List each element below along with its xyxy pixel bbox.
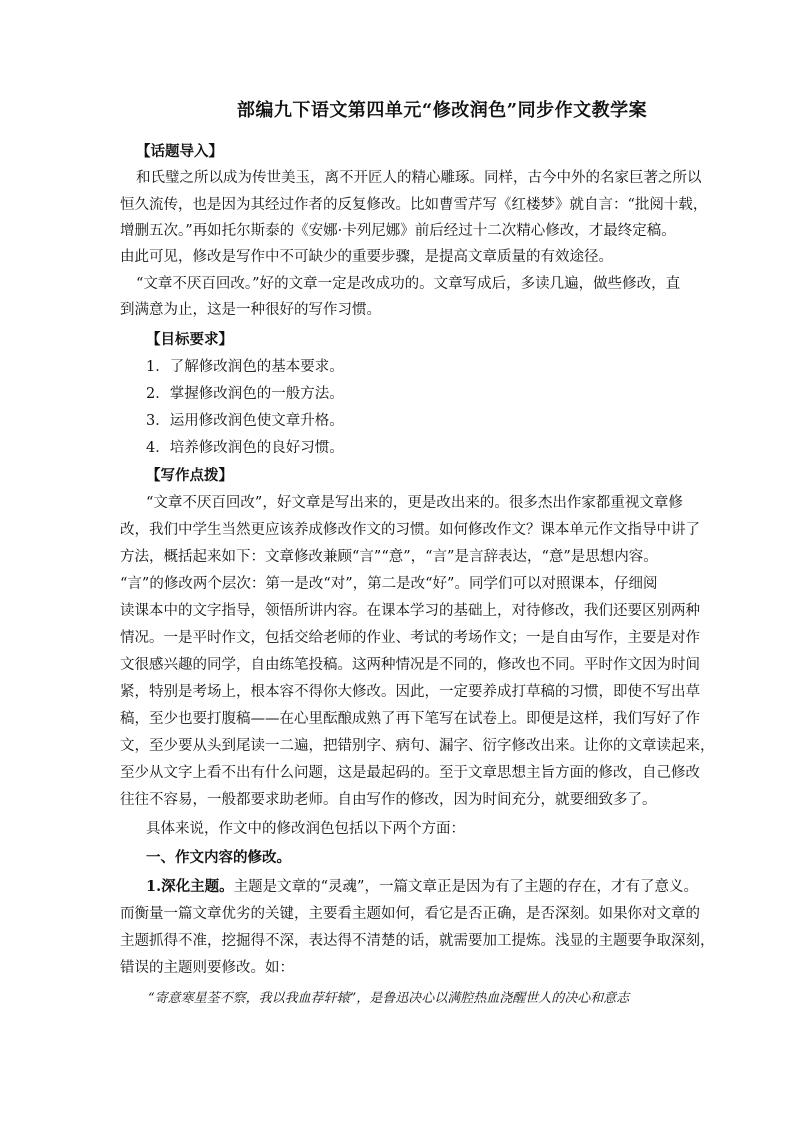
goal-item: 1．了解修改润色的基本要求。 bbox=[146, 359, 344, 375]
tips-line: 读课本中的文字指导，领悟所讲内容。在课本学习的基础上，对待修改，我们还要区别两种 bbox=[120, 603, 700, 619]
deepen-paragraph-first-line bbox=[146, 877, 698, 897]
intro-line: “文章不厌百回改。”好的文章一定是改成功的。文章写成后，多读几遍，做些修改，直 bbox=[136, 276, 681, 292]
tips-line: 紧，特别是考场上，根本容不得你大修改。因此，一定要养成打草稿的习惯，即使不写出草 bbox=[120, 684, 700, 700]
tips-line: 文，至少要从头到尾读一二遍，把错别字、病句、漏字、衍字修改出来。让你的文章读起来， bbox=[120, 738, 715, 754]
tips-line: 往往不容易，一般都要求助老师。自由写作的修改，因为时间充分，就要细致多了。 bbox=[120, 792, 657, 808]
intro-line: 和氏璧之所以成为传世美玉，离不开匠人的精心雕琢。同样，古今中外的名家巨著之所以 bbox=[136, 170, 702, 186]
document-title: 部编九下语文第四单元“修改润色”同步作文教学案 bbox=[236, 100, 648, 121]
tips-line: “言”的修改两个层次：第一是改“对”，第二是改“好”。同学们可以对照课本，仔细阅 bbox=[120, 576, 658, 592]
section-heading-intro: 【话题导入】 bbox=[136, 143, 223, 160]
tips-line: 稿，至少也要打腹稿——在心里酝酿成熟了再下笔写在试卷上。即便是这样，我们写好了作 bbox=[120, 711, 700, 727]
goal-item: 4．培养修改润色的良好习惯。 bbox=[146, 440, 344, 456]
example-quote: “寄意寒星荃不察，我以我血荐轩辕”，是鲁迅决心以满腔热血浇醒世人的决心和意志 bbox=[148, 991, 630, 1006]
deepen-line: 主题抓得不准，挖掘得不深，表达得不清楚的话，就需要加工提炼。浅显的主题要争取深刻， bbox=[120, 933, 715, 949]
deepen-line: 主题是文章的“灵魂”，一篇文章正是因为有了主题的存在，才有了意义。 bbox=[233, 879, 698, 895]
goal-item: 3．运用修改润色使文章升格。 bbox=[146, 413, 344, 429]
section-heading-goals: 【目标要求】 bbox=[146, 331, 233, 348]
intro-line: 增删五次。”再如托尔斯泰的《安娜·卡列尼娜》前后经过十二次精心修改，才最终定稿。 bbox=[120, 223, 676, 239]
deepen-line: 而衡量一篇文章优劣的关键，主要看主题如何，看它是否正确，是否深刻。如果你对文章的 bbox=[120, 906, 700, 922]
intro-line: 恒久流传，也是因为其经过作者的反复修改。比如曹雪芹写《红楼梦》就自言：“批阅十载， bbox=[120, 197, 708, 213]
deepen-label: 1.深化主题。 bbox=[146, 878, 234, 895]
tips-line: 具体来说，作文中的修改润色包括以下两个方面： bbox=[146, 821, 465, 837]
tips-line: 改，我们中学生当然更应该养成修改作文的习惯。如何修改作文？课本单元作文指导中讲了 bbox=[120, 522, 700, 538]
part1-heading: 一、作文内容的修改。 bbox=[146, 849, 291, 866]
goal-item: 2．掌握修改润色的一般方法。 bbox=[146, 386, 344, 402]
section-heading-tips: 【写作点拨】 bbox=[146, 467, 233, 484]
tips-line: 文很感兴趣的同学，自由练笔投稿。这两种情况是不同的，修改也不同。平时作文因为时间 bbox=[120, 657, 700, 673]
intro-line: 到满意为止，这是一种很好的写作习惯。 bbox=[120, 302, 381, 318]
tips-line: “文章不厌百回改”，好文章是写出来的，更是改出来的。很多杰出作家都重视文章修 bbox=[146, 495, 683, 511]
tips-line: 情况。一是平时作文，包括交给老师的作业、考试的考场作文；一是自由写作，主要是对作 bbox=[120, 630, 700, 646]
tips-line: 方法，概括起来如下：文章修改兼顾“言”“意”，“言”是言辞表达，“意”是思想内容。 bbox=[120, 549, 658, 565]
deepen-line: 错误的主题则要修改。如： bbox=[120, 960, 294, 976]
intro-line: 由此可见，修改是写作中不可缺少的重要步骤，是提高文章质量的有效途径。 bbox=[120, 249, 613, 265]
tips-line: 至少从文字上看不出有什么问题，这是最起码的。至于文章思想主旨方面的修改，自己修改 bbox=[120, 765, 700, 781]
